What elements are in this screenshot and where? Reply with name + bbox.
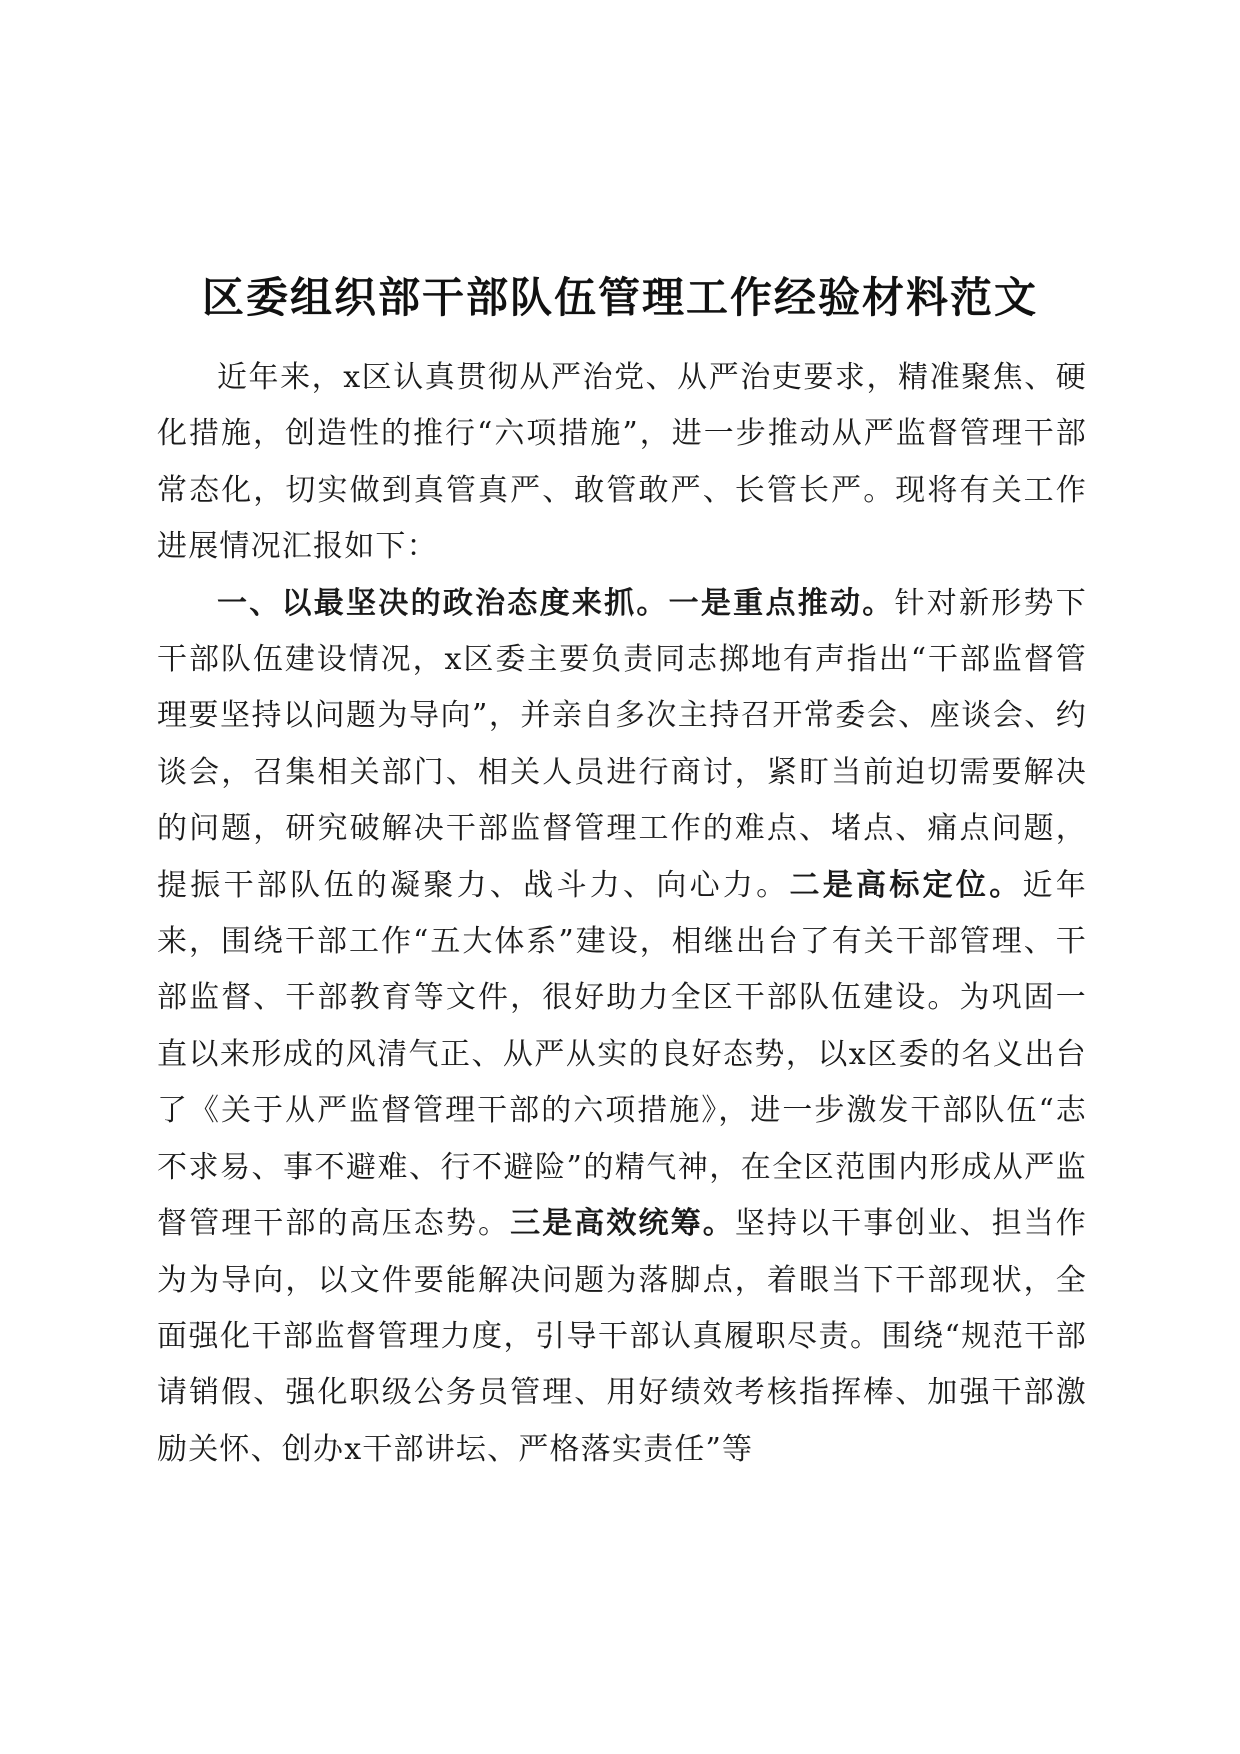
point-3-text: 坚持以干事创业、担当作为为导向，以文件要能解决问题为落脚点，着眼当下干部现状，全面强化干部监督管理力度，引导干部认真履职尽责。围绕“规范干部请销假、强化职级公务员管理、用好绩效考核指挥棒、加强干部激励关怀、创办x干部讲坛、严格落实责任”等 <box>157 1206 1088 1467</box>
point-1-text: 针对新形势下干部队伍建设情况，x区委主要负责同志掷地有声指出“干部监督管理要坚持以问题为导向”，并亲自多次主持召开常委会、座谈会、约谈会，召集相关部门、相关人员进行商讨，紧盯当前迫切需要解决的问题，研究破解决干部监督管理工作的难点、堵点、痛点问题，提振干部队伍的凝聚力、战斗力、向心力。 <box>157 585 1087 903</box>
section-1-heading: 一、以最坚决的政治态度来抓。 <box>217 585 669 621</box>
section-1-paragraph <box>157 576 1087 1479</box>
point-1-label: 一是重点推动。 <box>668 585 895 621</box>
document-title: 区委组织部干部队伍管理工作经验材料范文 <box>201 273 1038 322</box>
document-body <box>157 350 1087 1478</box>
point-3-label: 三是高效统筹。 <box>510 1206 735 1242</box>
point-2-label: 二是高标定位。 <box>789 867 1023 903</box>
point-2-text: 近年来，围绕干部工作“五大体系”建设，相继出台了有关干部管理、干部监督、干部教育等文件，很好助力全区干部队伍建设。为巩固一直以来形成的风清气正、从严从实的良好态势，以x区委的名义出台了《关于从严监督管理干部的六项措施》，进一步激发干部队伍“志不求易、事不避难、行不避险”的精气神，在全区范围内形成从严监督管理干部的高压态势。 <box>157 867 1087 1242</box>
intro-paragraph: 近年来，x区认真贯彻从严治党、从严治吏要求，精准聚焦、硬化措施，创造性的推行“六项措施”，进一步推动从严监督管理干部常态化，切实做到真管真严、敢管敢严、长管长严。现将有关工作进展情况汇报如下： <box>157 360 1087 565</box>
